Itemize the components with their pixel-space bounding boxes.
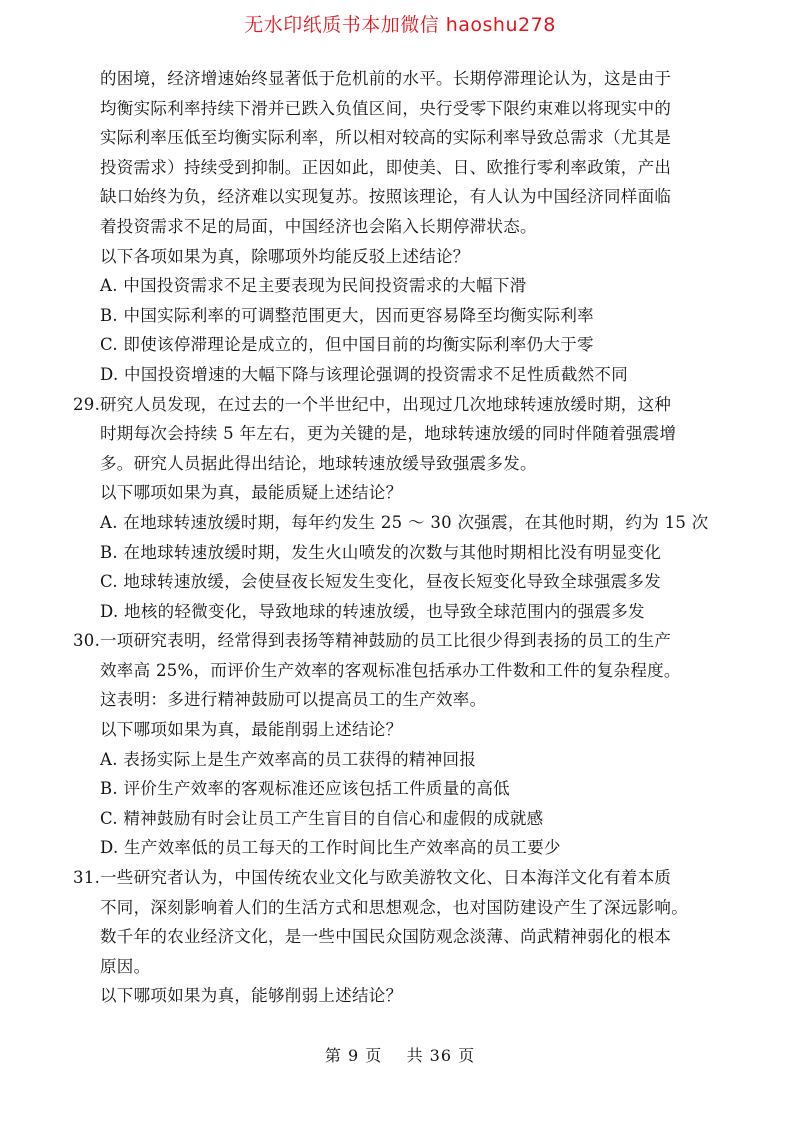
question-first-line (73, 626, 732, 656)
passage-line: 研究人员发现，在过去的一个半世纪中，出现过几次地球转速放缓时期，这种 (100, 394, 672, 414)
question-31 (73, 863, 732, 1011)
option-b: B. 在地球转速放缓时期，发生火山喷发的次数与其他时期相比没有明显变化 (100, 542, 662, 562)
question-prompt: 以下哪项如果为真，最能削弱上述结论？ (100, 720, 403, 740)
passage-line: 缺口始终为负，经济难以实现复苏。按照该理论，有人认为中国经济同样面临 (100, 187, 672, 207)
passage-line: 这表明：多进行精神鼓励可以提高员工的生产效率。 (100, 690, 487, 710)
option-a: A. 表扬实际上是生产效率高的员工获得的精神回报 (100, 749, 477, 769)
page-content (73, 64, 732, 1011)
passage-line: 均衡实际利率持续下滑并已跌入负值区间，央行受零下限约束难以将现实中的 (100, 98, 672, 118)
question-28-continued (100, 64, 732, 390)
question-first-line (73, 390, 732, 420)
option-c: C. 地球转速放缓，会使昼夜长短发生变化，昼夜长短变化导致全球强震多发 (100, 572, 662, 592)
question-first-line (73, 863, 732, 893)
option-d: D. 地核的轻微变化，导致地球的转速放缓，也导致全球范围内的强震多发 (100, 601, 645, 621)
question-number: 31. (73, 868, 101, 888)
option-b: B. 中国实际利率的可调整范围更大，因而更容易降至均衡实际利率 (100, 305, 594, 325)
passage-line: 实际利率压低至均衡实际利率，所以相对较高的实际利率导致总需求（尤其是 (100, 128, 672, 148)
question-number: 29. (73, 394, 101, 414)
passage-line: 原因。 (100, 956, 151, 976)
question-prompt: 以下各项如果为真，除哪项外均能反驳上述结论？ (100, 246, 470, 266)
option-c: C. 即使该停滞理论是成立的，但中国目前的均衡实际利率仍大于零 (100, 335, 594, 355)
option-d: D. 生产效率低的员工每天的工作时间比生产效率高的员工要少 (100, 838, 561, 858)
passage-line: 投资需求）持续受到抑制。正因如此，即使美、日、欧推行零利率政策，产出 (100, 157, 672, 177)
page-footer: 第 9 页 共 36 页 (324, 1046, 476, 1065)
passage-line: 时期每次会持续 5 年左右，更为关键的是，地球转速放缓的同时伴随着强震增 (100, 424, 677, 444)
passage-line: 多。研究人员据此得出结论，地球转速放缓导致强震多发。 (100, 453, 537, 473)
passage-line: 一项研究表明，经常得到表扬等精神鼓励的员工比很少得到表扬的员工的生产 (100, 631, 672, 651)
question-30 (73, 626, 732, 863)
watermark-text: 无水印纸质书本加微信 haoshu278 (244, 14, 556, 36)
passage-line: 一些研究者认为，中国传统农业文化与欧美游牧文化、日本海洋文化有着本质 (100, 868, 672, 888)
passage-line: 不同，深刻影响着人们的生活方式和思想观念，也对国防建设产生了深远影响。 (100, 897, 688, 917)
question-prompt: 以下哪项如果为真，能够削弱上述结论？ (100, 986, 403, 1006)
question-29 (73, 390, 732, 627)
option-b: B. 评价生产效率的客观标准还应该包括工件质量的高低 (100, 779, 510, 799)
passage-line: 的困境，经济增速始终显著低于危机前的水平。长期停滞理论认为，这是由于 (100, 69, 672, 88)
question-prompt: 以下哪项如果为真，最能质疑上述结论？ (100, 483, 403, 503)
option-d: D. 中国投资增速的大幅下降与该理论强调的投资需求不足性质截然不同 (100, 364, 629, 384)
option-c: C. 精神鼓励有时会让员工产生盲目的自信心和虚假的成就感 (100, 808, 544, 828)
option-a: A. 在地球转速放缓时期，每年约发生 25 ～ 30 次强震，在其他时期，约为 15 次 (100, 512, 709, 532)
passage-line: 效率高 25%，而评价生产效率的客观标准包括承办工件数和工件的复杂程度。 (100, 660, 681, 680)
passage-line: 数千年的农业经济文化，是一些中国民众国防观念淡薄、尚武精神弱化的根本 (100, 927, 672, 947)
passage-line: 着投资需求不足的局面，中国经济也会陷入长期停滞状态。 (100, 216, 537, 236)
question-number: 30. (73, 631, 101, 651)
option-a: A. 中国投资需求不足主要表现为民间投资需求的大幅下滑 (100, 276, 527, 296)
